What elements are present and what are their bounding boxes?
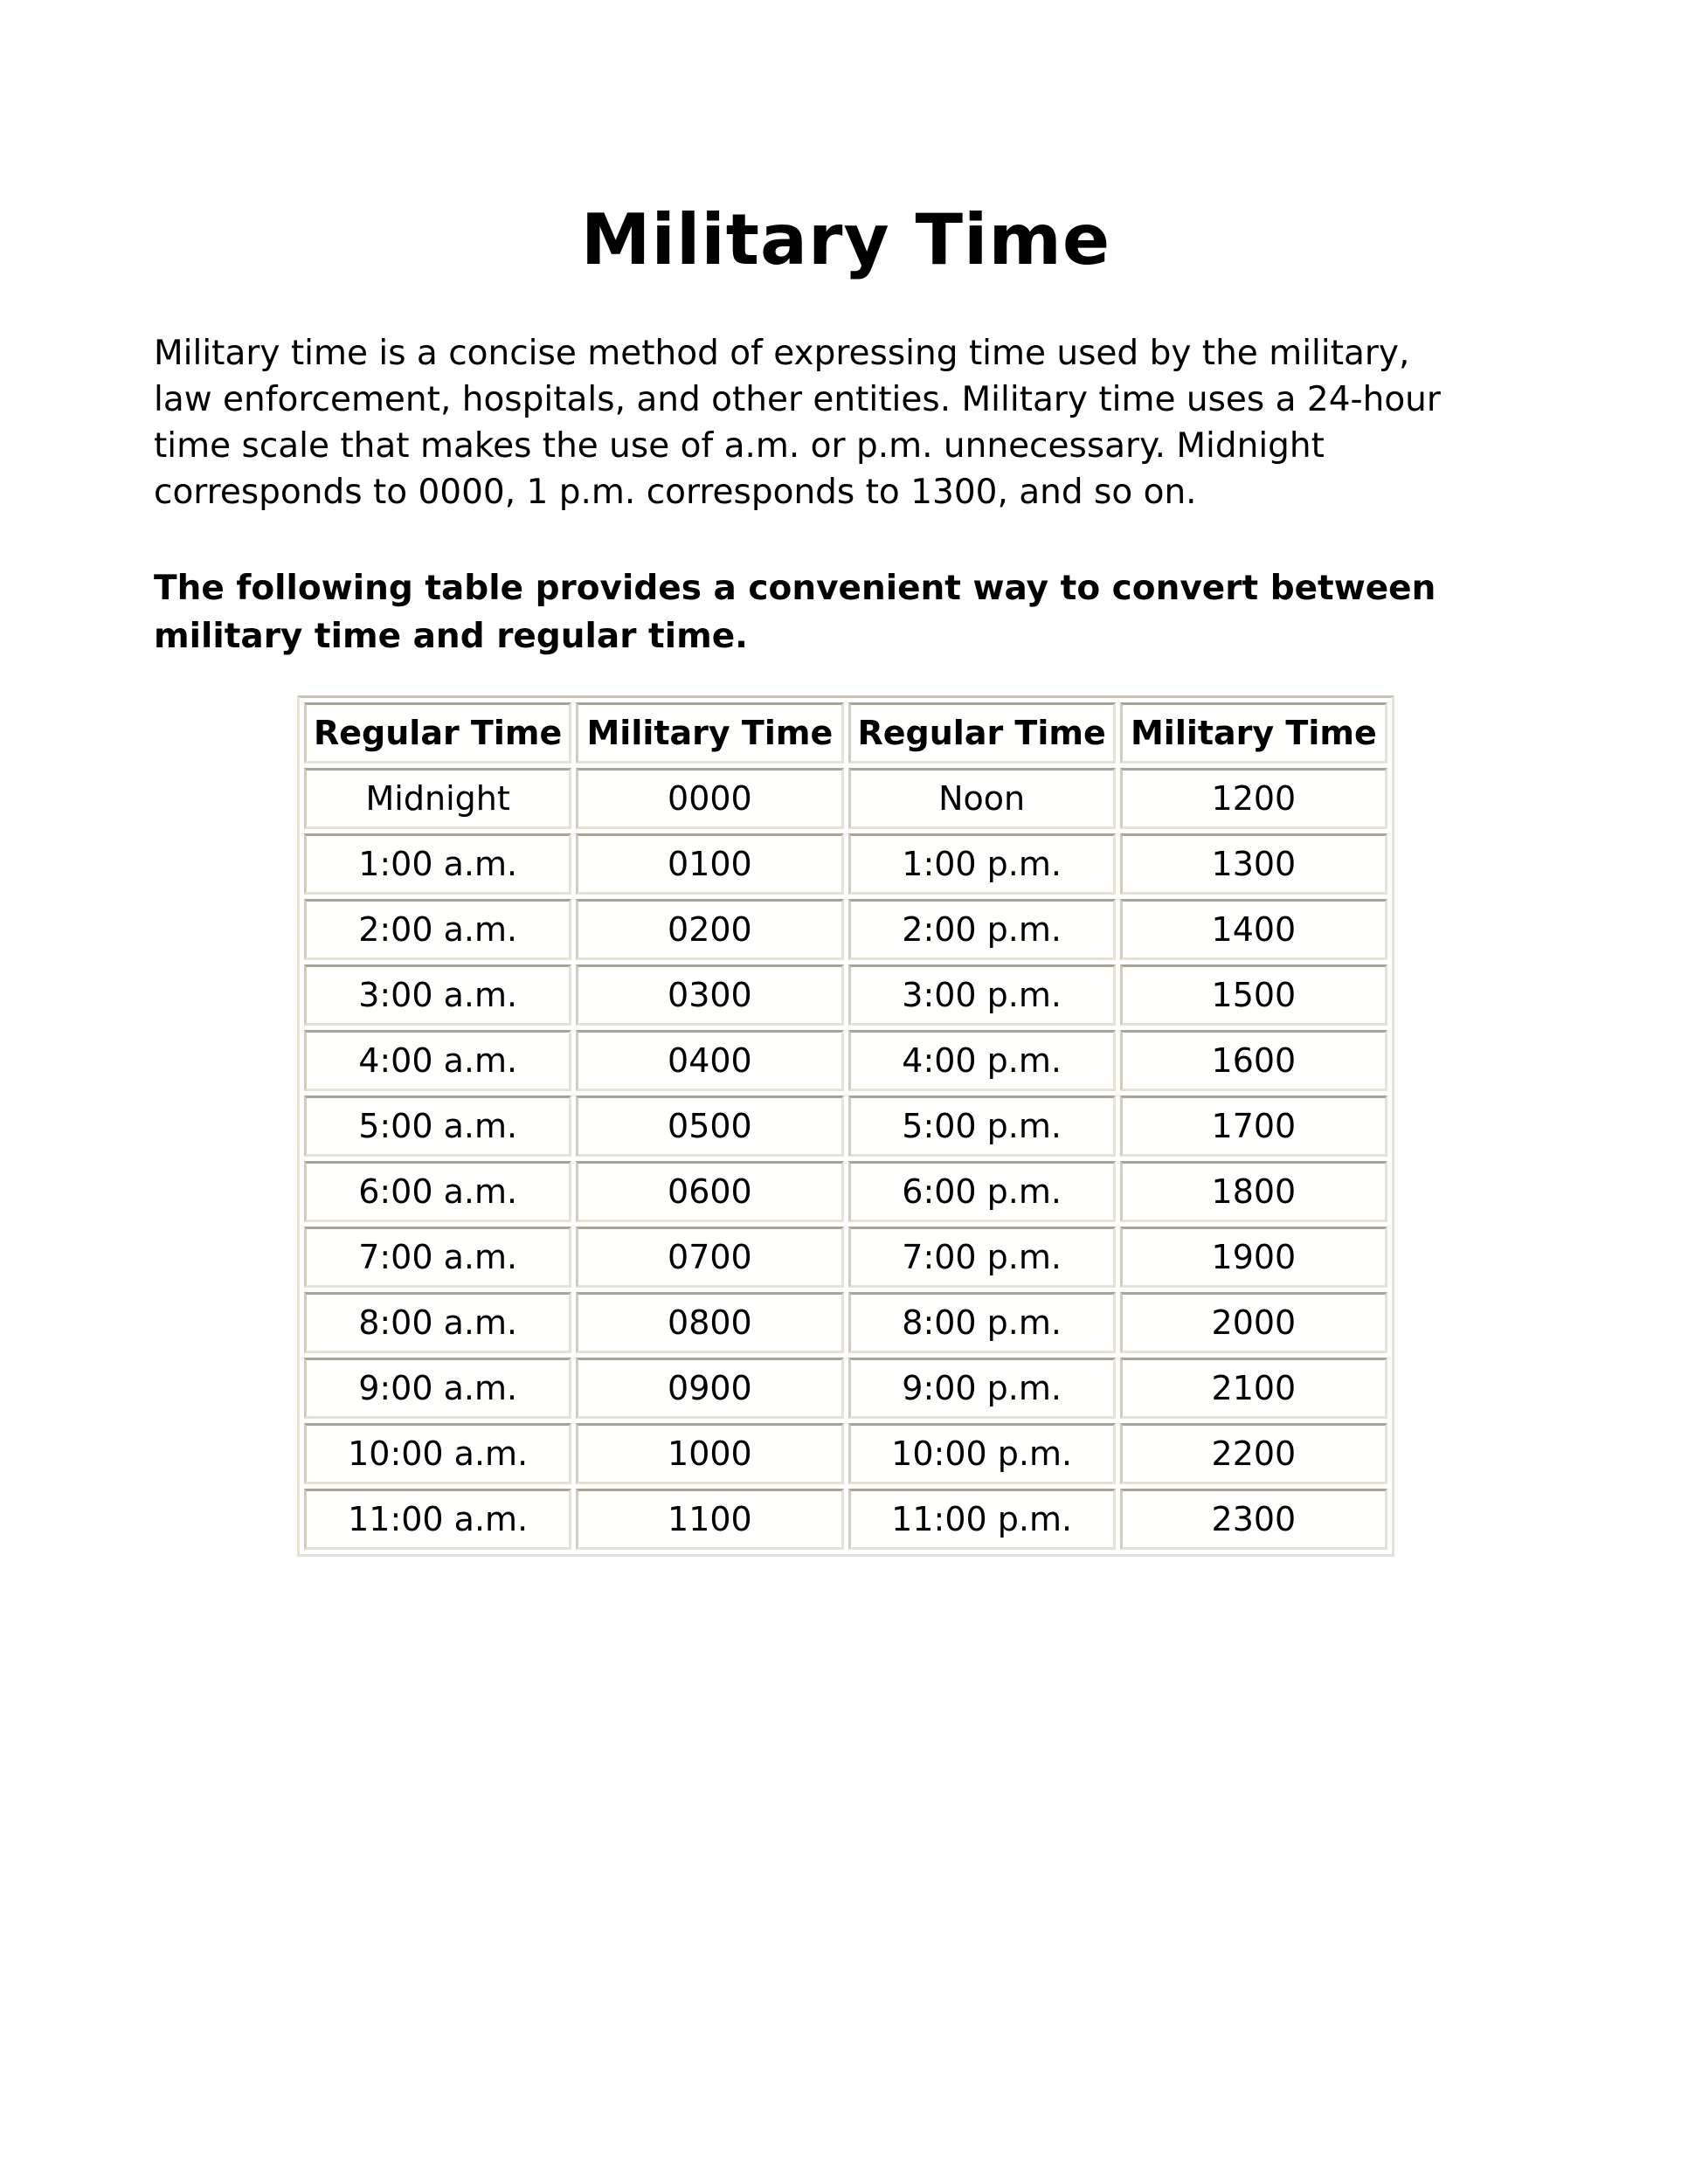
- table-row: [304, 1358, 1387, 1419]
- table-cell-regular-time: 5:00 p.m.: [848, 1095, 1116, 1157]
- table-cell-regular-time: 2:00 p.m.: [848, 899, 1116, 960]
- table-cell-regular-time: 4:00 p.m.: [848, 1030, 1116, 1091]
- table-cell-military-time: 1600: [1120, 1030, 1387, 1091]
- table-cell-regular-time: 9:00 p.m.: [848, 1358, 1116, 1419]
- table-cell-regular-time: Midnight: [304, 768, 571, 829]
- table-cell-military-time: 1200: [1120, 768, 1387, 829]
- table-cell-military-time: 0800: [576, 1292, 843, 1353]
- table-cell-regular-time: 8:00 a.m.: [304, 1292, 571, 1353]
- table-cell-military-time: 1800: [1120, 1161, 1387, 1222]
- table-cell-military-time: 0000: [576, 768, 843, 829]
- table-row: [304, 1095, 1387, 1157]
- table-cell-military-time: 1400: [1120, 899, 1387, 960]
- table-cell-regular-time: 3:00 a.m.: [304, 964, 571, 1026]
- table-cell-military-time: 0900: [576, 1358, 843, 1419]
- callout-line: The following table provides a convenient way to convert between: [154, 569, 1436, 609]
- table-head: [304, 702, 1387, 764]
- table-cell-military-time: 2300: [1120, 1489, 1387, 1550]
- table-cell-regular-time: 1:00 p.m.: [848, 833, 1116, 895]
- table-cell-military-time: 0600: [576, 1161, 843, 1222]
- table-cell-military-time: 1900: [1120, 1227, 1387, 1288]
- table-cell-military-time: 0100: [576, 833, 843, 895]
- table-row: [304, 1423, 1387, 1484]
- table-cell-military-time: 1100: [576, 1489, 843, 1550]
- table-cell-military-time: 0500: [576, 1095, 843, 1157]
- table-cell-regular-time: 7:00 p.m.: [848, 1227, 1116, 1288]
- callout-line: military time and regular time.: [154, 617, 748, 657]
- table-cell-military-time: 2200: [1120, 1423, 1387, 1484]
- table-cell-regular-time: 2:00 a.m.: [304, 899, 571, 960]
- table-body: [304, 768, 1387, 1550]
- page-title: Military Time: [580, 199, 1111, 280]
- table-cell-military-time: 0300: [576, 964, 843, 1026]
- table-cell-military-time: 1000: [576, 1423, 843, 1484]
- table-row: [304, 833, 1387, 895]
- table-cell-military-time: 0400: [576, 1030, 843, 1091]
- table-cell-regular-time: 8:00 p.m.: [848, 1292, 1116, 1353]
- table-cell-regular-time: 4:00 a.m.: [304, 1030, 571, 1091]
- table-cell-regular-time: 1:00 a.m.: [304, 833, 571, 895]
- table-cell-regular-time: 11:00 a.m.: [304, 1489, 571, 1550]
- table-cell-regular-time: 7:00 a.m.: [304, 1227, 571, 1288]
- table-row: [304, 1292, 1387, 1353]
- table-header-cell: Regular Time: [304, 702, 571, 764]
- intro-line: law enforcement, hospitals, and other entities. Military time uses a 24-hour: [154, 380, 1441, 420]
- callout-paragraph: [154, 564, 1538, 660]
- table-cell-regular-time: 9:00 a.m.: [304, 1358, 571, 1419]
- table-cell-military-time: 2000: [1120, 1292, 1387, 1353]
- table-cell-military-time: 2100: [1120, 1358, 1387, 1419]
- table-cell-regular-time: 3:00 p.m.: [848, 964, 1116, 1026]
- table-row: [304, 899, 1387, 960]
- table-header-cell: Regular Time: [848, 702, 1116, 764]
- table-row: [304, 1161, 1387, 1222]
- table-header-cell: Military Time: [1120, 702, 1387, 764]
- table-cell-regular-time: 6:00 p.m.: [848, 1161, 1116, 1222]
- table-row: [304, 768, 1387, 829]
- table-row: [304, 1030, 1387, 1091]
- table-cell-military-time: 0700: [576, 1227, 843, 1288]
- table-cell-military-time: 1500: [1120, 964, 1387, 1026]
- table-header-row: [304, 702, 1387, 764]
- table-cell-military-time: 1300: [1120, 833, 1387, 895]
- intro-line: time scale that makes the use of a.m. or p.m. unnecessary. Midnight: [154, 426, 1325, 467]
- table-cell-regular-time: 11:00 p.m.: [848, 1489, 1116, 1550]
- conversion-table: [297, 695, 1394, 1557]
- table-row: [304, 1227, 1387, 1288]
- table-cell-regular-time: Noon: [848, 768, 1116, 829]
- table-cell-military-time: 1700: [1120, 1095, 1387, 1157]
- table-cell-regular-time: 6:00 a.m.: [304, 1161, 571, 1222]
- table-header-cell: Military Time: [576, 702, 843, 764]
- table-row: [304, 1489, 1387, 1550]
- intro-line: Military time is a concise method of expressing time used by the military,: [154, 334, 1410, 374]
- table-cell-regular-time: 5:00 a.m.: [304, 1095, 571, 1157]
- table-cell-regular-time: 10:00 p.m.: [848, 1423, 1116, 1484]
- table-cell-military-time: 0200: [576, 899, 843, 960]
- intro-paragraph: [154, 330, 1538, 515]
- table-cell-regular-time: 10:00 a.m.: [304, 1423, 571, 1484]
- table-row: [304, 964, 1387, 1026]
- intro-line: corresponds to 0000, 1 p.m. corresponds to 1300, and so on.: [154, 473, 1197, 513]
